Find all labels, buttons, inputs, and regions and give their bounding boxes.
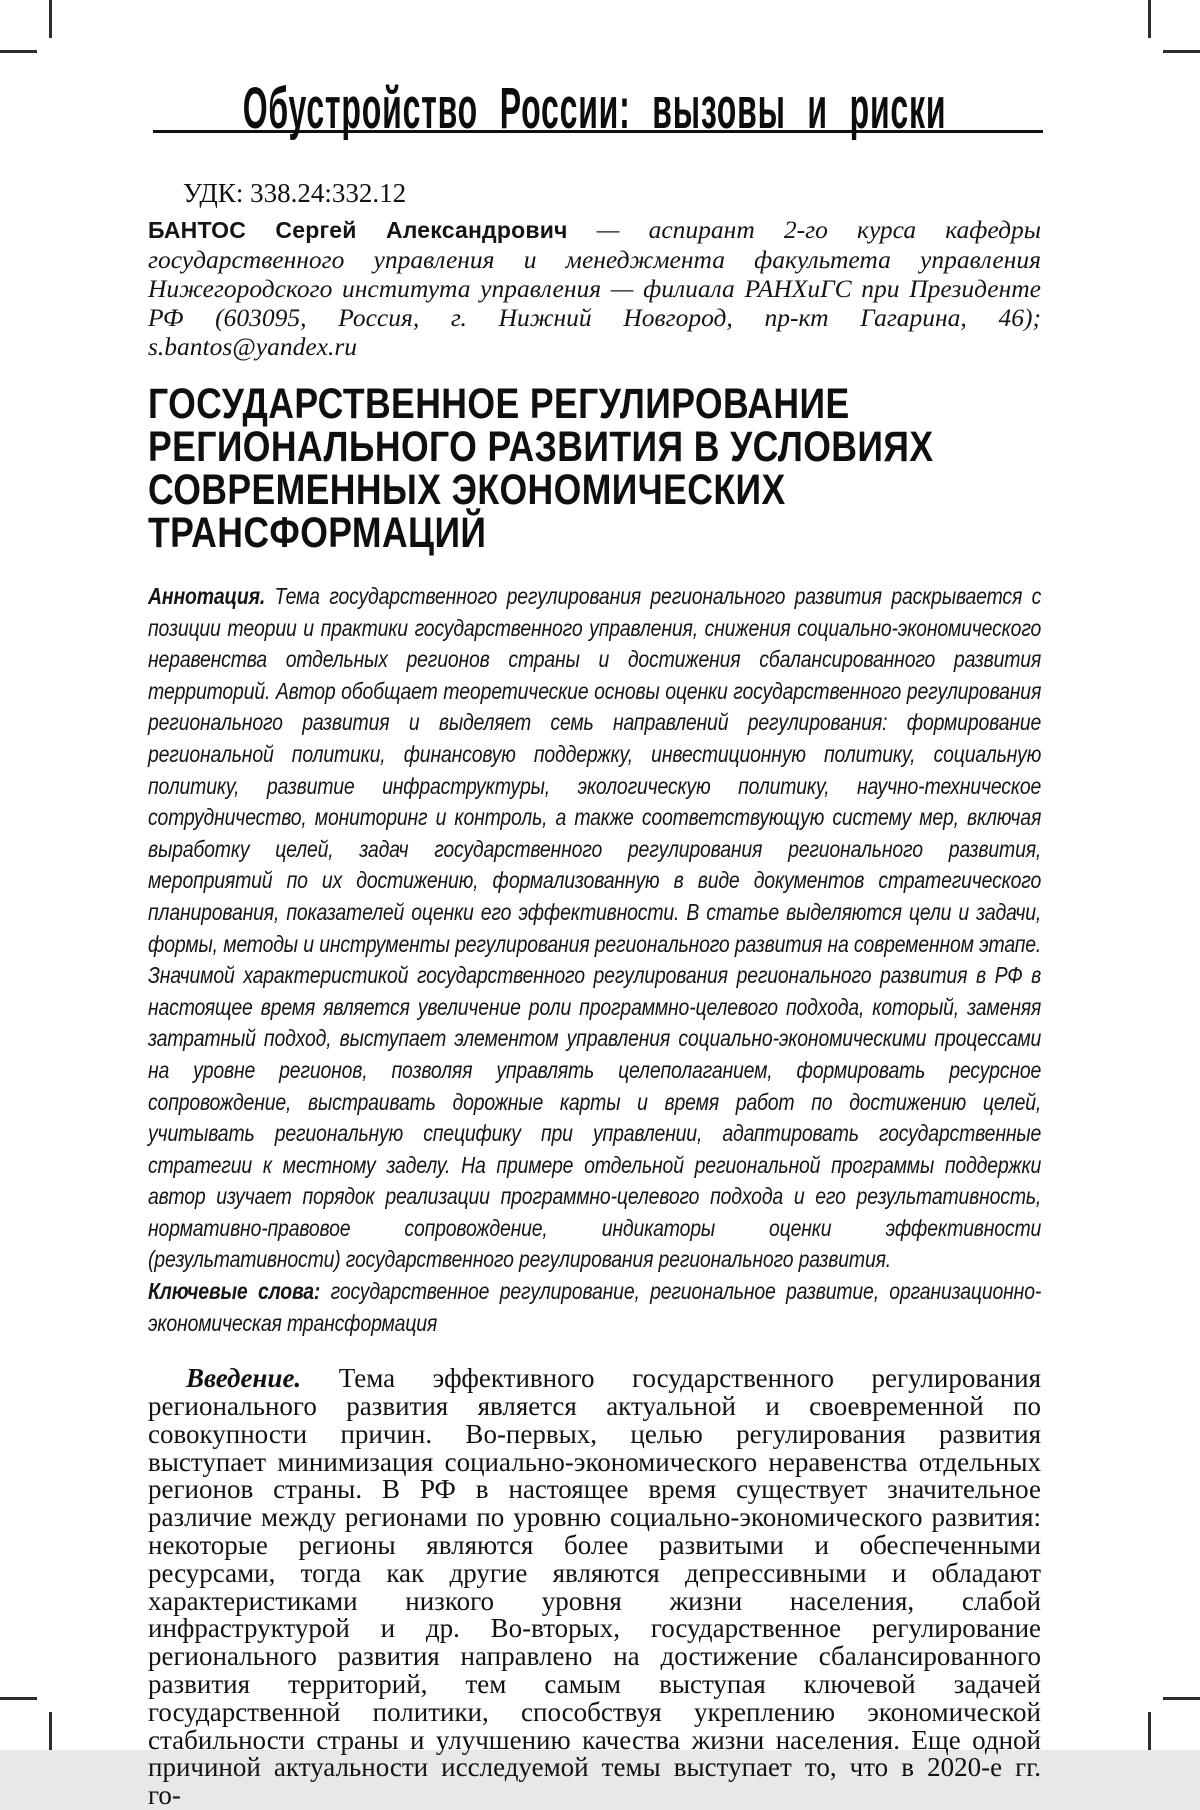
page-content — [148, 0, 1041, 1810]
crop-mark-top-right-horizontal — [1163, 50, 1200, 53]
author-name: БАНТОС Сергей Александрович — [148, 217, 568, 243]
author-details: — аспирант 2-го курса кафедры государственного управления и менеджмента факультета управления Нижегородского института управления — филиала РАНХиГС при Президенте РФ (603095, Россия, г. Нижний Новгород, пр-кт Гагарина, 46); s.bantos@yandex.ru — [148, 215, 1042, 361]
crop-mark-bottom-right-horizontal — [1163, 1697, 1200, 1700]
introduction-text: Тема эффективного государственного регулирования регионального развития является актуальной и своевременной по совокупности причин. Во-первых, целью регулирования развития выступает минимизация социально-экономического неравенства отдельных регионов страны. В РФ в настоящее время существует значительное различие между регионами по уровню социально-экономического развития: некоторые регионы являются более развитыми и обеспеченными ресурсами, тогда как другие являются депрессивными и обладают характеристиками низкого уровня жизни населения, слабой инфраструктурой и др. Во-вторых, государственное регулирование регионального развития направлено на достижение сбалансированного развития территорий, тем самым выступая ключевой задачей государственной политики, способствуя укреплению экономической стабильности страны и улучшению качества жизни населения. Еще одной причиной актуальности исследуемой темы выступает то, что в 2020-е гг. го- — [148, 1363, 1042, 1810]
author-block — [148, 215, 1041, 361]
abstract-paragraph — [148, 581, 1041, 1276]
abstract-text: Тема государственного регулирования регионального развития раскрывается с позиции теории и практики государственного управления, снижения социально-экономического неравенства отдельных регионов страны и достижения сбалансированного развития территорий. Автор обобщает теоретические основы оценки государственного регулирования регионального развития и выделяет семь направлений регулирования: формирование региональной политики, финансовую поддержку, инвестиционную политику, социальную политику, развитие инфраструктуры, экологическую политику, научно-техническое сотрудничество, мониторинг и контроль, а также соответствующую систему мер, включая выработку целей, задач государственного регулирования регионального развития, мероприятий по их достижению, формализованную в виде документов стратегического планирования, показателей оценки его эффективности. В статье выделяются цели и задачи, формы, методы и инструменты регулирования регионального развития на современном этапе. Значимой характеристикой государственного регулирования регионального развития в РФ в настоящее время является увеличение роли программно-целевого подхода, который, заменяя затратный подход, выступает элементом управления социально-экономическими процессами на уровне регионов, позволяя управлять целеполаганием, формировать ресурсное сопровождение, выстраивать дорожные карты и время работ по достижению целей, учитывать региональную специфику при управлении, адаптировать государственные стратегии к местному заделу. На примере отдельной региональной программы поддержки автор изучает порядок реализации программно-целевого подхода и его результативность, нормативно-правовое сопровождение, индикаторы оценки эффективности (результативности) государственного регулирования регионального развития. — [148, 583, 1042, 1273]
crop-mark-top-left-horizontal — [0, 50, 37, 53]
crop-mark-top-left-vertical — [49, 0, 52, 38]
crop-mark-bottom-left-horizontal — [0, 1697, 37, 1700]
crop-mark-bottom-left-vertical — [49, 1712, 52, 1750]
udc-code: УДК: 338.24:332.12 — [183, 178, 407, 208]
introduction-label: Введение. — [186, 1363, 302, 1394]
article-title: ГОСУДАРСТВЕННОЕ РЕГУЛИРОВАНИЕ РЕГИОНАЛЬНОГО РАЗВИТИЯ В УСЛОВИЯХ СОВРЕМЕННЫХ ЭКОНОМИЧЕСКИХ ТРАНСФОРМАЦИЙ — [148, 380, 934, 557]
keywords-label: Ключевые слова: — [148, 1278, 321, 1305]
journal-banner — [148, 77, 1041, 142]
abstract-keywords-section — [148, 581, 1041, 1339]
keywords-text: государственное регулирование, региональное развитие, организационно-экономическая трансформация — [148, 1278, 1042, 1336]
introduction-paragraph — [148, 1365, 1041, 1810]
crop-mark-bottom-right-vertical — [1148, 1712, 1151, 1750]
crop-mark-top-right-vertical — [1148, 0, 1151, 38]
abstract-label: Аннотация. — [148, 583, 266, 609]
keywords-paragraph — [148, 1276, 1041, 1339]
journal-banner-title: Обустройство России: вызовы и риски — [242, 77, 947, 142]
